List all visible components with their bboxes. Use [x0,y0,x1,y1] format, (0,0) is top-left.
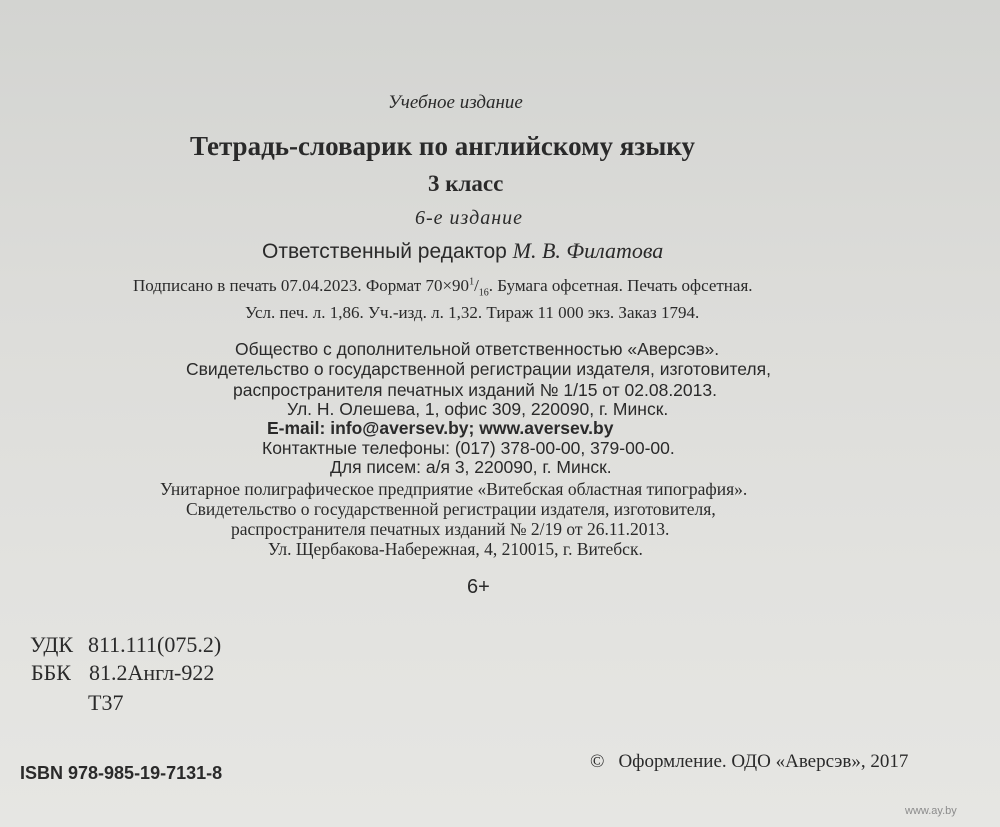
editor-name: М. В. Филатова [512,238,664,263]
publisher-certificate: Свидетельство о государственной регистрации издателя, изготовителя, [186,359,771,379]
printer-certificate: Свидетельство о государственной регистрации издателя, изготовителя, [186,499,716,519]
publisher-mail-address: Для писем: а/я 3, 220090, г. Минск. [330,457,612,477]
printer-name: Унитарное полиграфическое предприятие «Витебская областная типография». [160,479,748,499]
watermark: www.ay.by [905,805,957,817]
isbn: ISBN 978-985-19-7131-8 [20,763,223,783]
publisher-email-web: E-mail: info@aversev.by; www.aversev.by [267,418,614,438]
edition-type: Учебное издание [388,92,523,113]
udk-label: УДК [30,632,74,657]
publisher-name: Общество с дополнительной ответственностью «Аверсэв». [235,339,720,359]
format-denominator: 16 [478,287,489,299]
copyright-symbol: © [590,751,605,772]
edition-number: 6-е издание [415,207,523,229]
copyright-text: Оформление. ОДО «Аверсэв», 2017 [618,751,909,772]
print-info-line-2: Усл. печ. л. 1,86. Уч.-изд. л. 1,32. Тираж 11 000 экз. Заказ 1794. [245,303,700,322]
publisher-address: Ул. Н. Олешева, 1, офис 309, 220090, г. Минск. [287,399,669,419]
age-rating: 6+ [467,576,490,598]
bbk-label: ББК [31,660,71,685]
print-info-paper: . Бумага офсетная. Печать офсетная. [488,276,753,295]
responsible-editor [262,240,663,262]
udk-value: 811.111(075.2) [88,632,222,657]
udk-line [30,634,221,656]
grade: 3 класс [428,171,504,196]
author-mark: Т37 [88,690,124,715]
bbk-value: 81.2Англ-922 [89,660,215,685]
print-info-signed: Подписано в печать 07.04.2023. Формат 70×90 [133,276,470,295]
printer-address: Ул. Щербакова-Набережная, 4, 210015, г. Витебск. [268,539,643,559]
bbk-line [31,662,214,684]
format-numerator: 1 [469,276,475,288]
book-title: Тетрадь-словарик по английскому языку [190,131,695,161]
printer-certificate-number: распространителя печатных изданий № 2/19 от 26.11.2013. [231,519,670,539]
publisher-phones: Контактные телефоны: (017) 378-00-00, 379-00-00. [262,438,675,458]
print-info-line-1: Подписано в печать 07.04.2023. Формат $70\times 90^1/_{16}$. Бумага офсетная. Печать офсетная. [133,276,753,299]
copyright [590,752,908,771]
publisher-certificate-number: распространителя печатных изданий № 1/15 от 02.08.2013. [233,380,717,400]
editor-label: Ответственный редактор [262,240,507,263]
